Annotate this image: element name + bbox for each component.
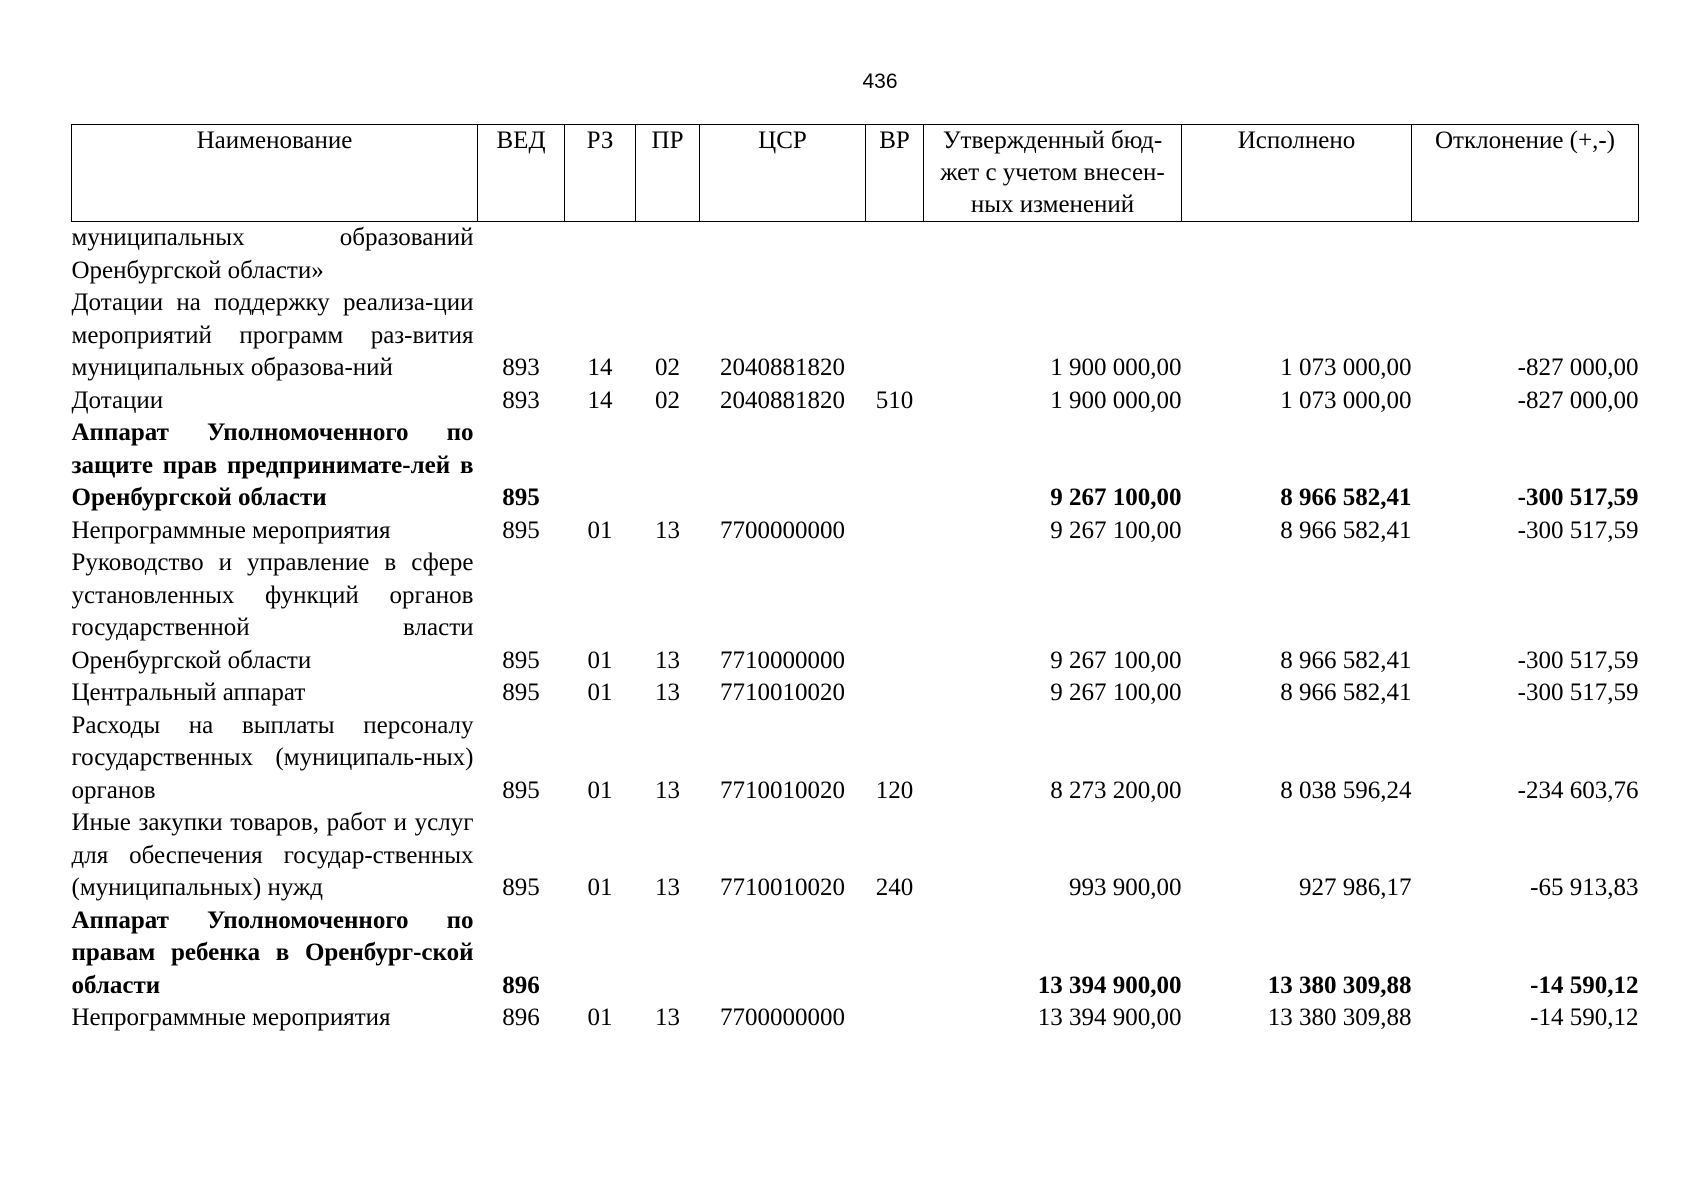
cell-executed: 927 986,17: [1299, 874, 1412, 901]
cell-vr: 120: [875, 776, 914, 804]
cell-deviation: -300 517,59: [1517, 646, 1639, 674]
cell-rz: 01: [587, 646, 613, 674]
cell-ved: 896: [502, 971, 540, 999]
cell-pr: 02: [655, 354, 680, 381]
cell-executed: 13 380 309,88: [1267, 971, 1412, 999]
table-row: [72, 515, 1639, 548]
cell-deviation: -300 517,59: [1517, 516, 1639, 544]
col-header-rz: РЗ: [565, 125, 636, 222]
cell-rz: [565, 417, 636, 515]
cell-rz: 01: [587, 679, 613, 706]
col-header-pr: ПР: [636, 125, 700, 222]
cell-name: Центральный аппарат: [71, 679, 306, 706]
cell-name: Непрограммные мероприятия: [71, 516, 391, 544]
cell-csr: 7710010020: [720, 776, 845, 804]
cell-approved: 13 394 900,00: [1037, 971, 1182, 999]
cell-name: Аппарат Уполномоченного по защите прав предпринимате-лей в Оренбургской области: [71, 419, 474, 511]
cell-vr: [866, 905, 924, 1003]
cell-pr: [636, 905, 700, 1003]
cell-name: муниципальных образований Оренбургской области»: [71, 224, 474, 284]
cell-deviation: -827 000,00: [1517, 386, 1639, 414]
col-header-name: Наименование: [72, 125, 478, 222]
col-header-executed: Исполнено: [1182, 125, 1412, 222]
cell-ved: 895: [502, 679, 540, 706]
table-header: [72, 125, 1639, 222]
cell-ved: 893: [502, 354, 540, 381]
cell-approved: 9 267 100,00: [1050, 646, 1182, 674]
cell-executed: 8 038 596,24: [1280, 776, 1412, 804]
cell-vr: [866, 547, 924, 677]
cell-deviation: [1412, 222, 1639, 288]
col-header-ved: ВЕД: [478, 125, 565, 222]
table-row: [72, 677, 1639, 710]
cell-csr: 2040881820: [720, 386, 845, 414]
cell-rz: [565, 222, 636, 288]
cell-pr: [636, 222, 700, 288]
table-row: [72, 1002, 1639, 1035]
col-header-approved: Утвержденный бюд-жет с учетом внесен-ных изменений: [924, 125, 1182, 222]
cell-vr: [866, 287, 924, 385]
cell-approved: 8 273 200,00: [1050, 776, 1182, 804]
cell-pr: 13: [655, 679, 680, 706]
cell-deviation: -234 603,76: [1517, 776, 1639, 804]
cell-ved: 895: [502, 516, 540, 544]
cell-rz: 01: [587, 1004, 613, 1031]
cell-approved: [924, 222, 1182, 288]
cell-name: Аппарат Уполномоченного по правам ребенка в Оренбург-ской области: [71, 906, 474, 999]
cell-vr: [866, 515, 924, 548]
cell-ved: 895: [502, 484, 540, 511]
cell-approved: 9 267 100,00: [1050, 516, 1182, 544]
cell-name: Дотации: [71, 386, 164, 414]
cell-approved: 13 394 900,00: [1037, 1004, 1182, 1031]
cell-csr: 7710010020: [720, 874, 845, 901]
table-row: [72, 385, 1639, 418]
cell-vr: 240: [875, 874, 914, 901]
table-row: [72, 547, 1639, 677]
cell-pr: 13: [655, 1004, 680, 1031]
cell-csr: [700, 222, 866, 288]
budget-table-container: [71, 124, 1638, 1035]
cell-ved: 893: [502, 386, 540, 414]
cell-ved: 895: [502, 776, 540, 804]
cell-deviation: -827 000,00: [1517, 354, 1639, 381]
cell-approved: 1 900 000,00: [1050, 354, 1182, 381]
cell-ved: 896: [502, 1004, 540, 1031]
cell-deviation: -65 913,83: [1530, 874, 1639, 901]
cell-vr: [866, 677, 924, 710]
table-row: [72, 417, 1639, 515]
cell-executed: 13 380 309,88: [1267, 1004, 1412, 1031]
cell-approved: 993 900,00: [1069, 874, 1182, 901]
cell-csr: [700, 905, 866, 1003]
cell-rz: 14: [587, 386, 613, 414]
cell-name: Расходы на выплаты персоналу государственных (муниципаль-ных) органов: [71, 711, 474, 804]
cell-csr: 7710010020: [720, 679, 845, 706]
cell-pr: 02: [655, 386, 680, 414]
cell-executed: 8 966 582,41: [1280, 484, 1412, 511]
cell-deviation: -300 517,59: [1517, 679, 1639, 706]
cell-name: Дотации на поддержку реализа-ции мероприятий программ раз-вития муниципальных образова-ний: [71, 289, 474, 381]
cell-name: Непрограммные мероприятия: [71, 1004, 391, 1031]
cell-vr: [866, 417, 924, 515]
cell-csr: 2040881820: [720, 354, 845, 381]
cell-vr: [866, 222, 924, 288]
cell-pr: 13: [655, 646, 680, 674]
cell-executed: 8 966 582,41: [1280, 679, 1412, 706]
cell-deviation: -14 590,12: [1530, 971, 1639, 999]
cell-vr: [866, 1002, 924, 1035]
header-row: [72, 125, 1639, 222]
cell-pr: [636, 417, 700, 515]
cell-csr: 7710000000: [720, 646, 845, 674]
cell-rz: 01: [587, 776, 613, 804]
cell-deviation: -300 517,59: [1517, 484, 1639, 511]
cell-executed: 8 966 582,41: [1280, 516, 1412, 544]
cell-csr: 7700000000: [720, 1004, 845, 1031]
cell-csr: 7700000000: [720, 516, 845, 544]
cell-executed: 1 073 000,00: [1280, 386, 1412, 414]
cell-approved: 1 900 000,00: [1050, 386, 1182, 414]
table-row: [72, 710, 1639, 808]
cell-pr: 13: [655, 516, 680, 544]
cell-approved: 9 267 100,00: [1050, 484, 1182, 511]
cell-rz: 01: [587, 874, 613, 901]
cell-pr: 13: [655, 874, 680, 901]
table-row: [72, 222, 1639, 288]
cell-executed: [1182, 222, 1412, 288]
page-number: 436: [862, 70, 898, 93]
cell-deviation: -14 590,12: [1530, 1004, 1639, 1031]
col-header-vr: ВР: [866, 125, 924, 222]
cell-executed: 8 966 582,41: [1280, 646, 1412, 674]
col-header-csr: ЦСР: [700, 125, 866, 222]
table-row: [72, 807, 1639, 905]
table-row: [72, 905, 1639, 1003]
cell-pr: 13: [655, 776, 680, 804]
cell-ved: 895: [502, 646, 540, 674]
cell-rz: 01: [587, 516, 613, 544]
table-body: [72, 222, 1639, 1035]
cell-ved: [478, 222, 565, 288]
cell-name: Руководство и управление в сфере установленных функций органов государственной власти Оренбургской области: [71, 549, 474, 674]
budget-table: [71, 124, 1639, 1035]
col-header-deviation: Отклонение (+,-): [1412, 125, 1639, 222]
cell-ved: 895: [502, 874, 540, 901]
cell-name: Иные закупки товаров, работ и услуг для обеспечения государ-ственных (муниципальных) нужд: [71, 809, 474, 901]
cell-vr: 510: [875, 386, 914, 414]
cell-executed: 1 073 000,00: [1280, 354, 1412, 381]
cell-csr: [700, 417, 866, 515]
table-row: [72, 287, 1639, 385]
cell-rz: [565, 905, 636, 1003]
cell-approved: 9 267 100,00: [1050, 679, 1182, 706]
cell-rz: 14: [587, 354, 613, 381]
